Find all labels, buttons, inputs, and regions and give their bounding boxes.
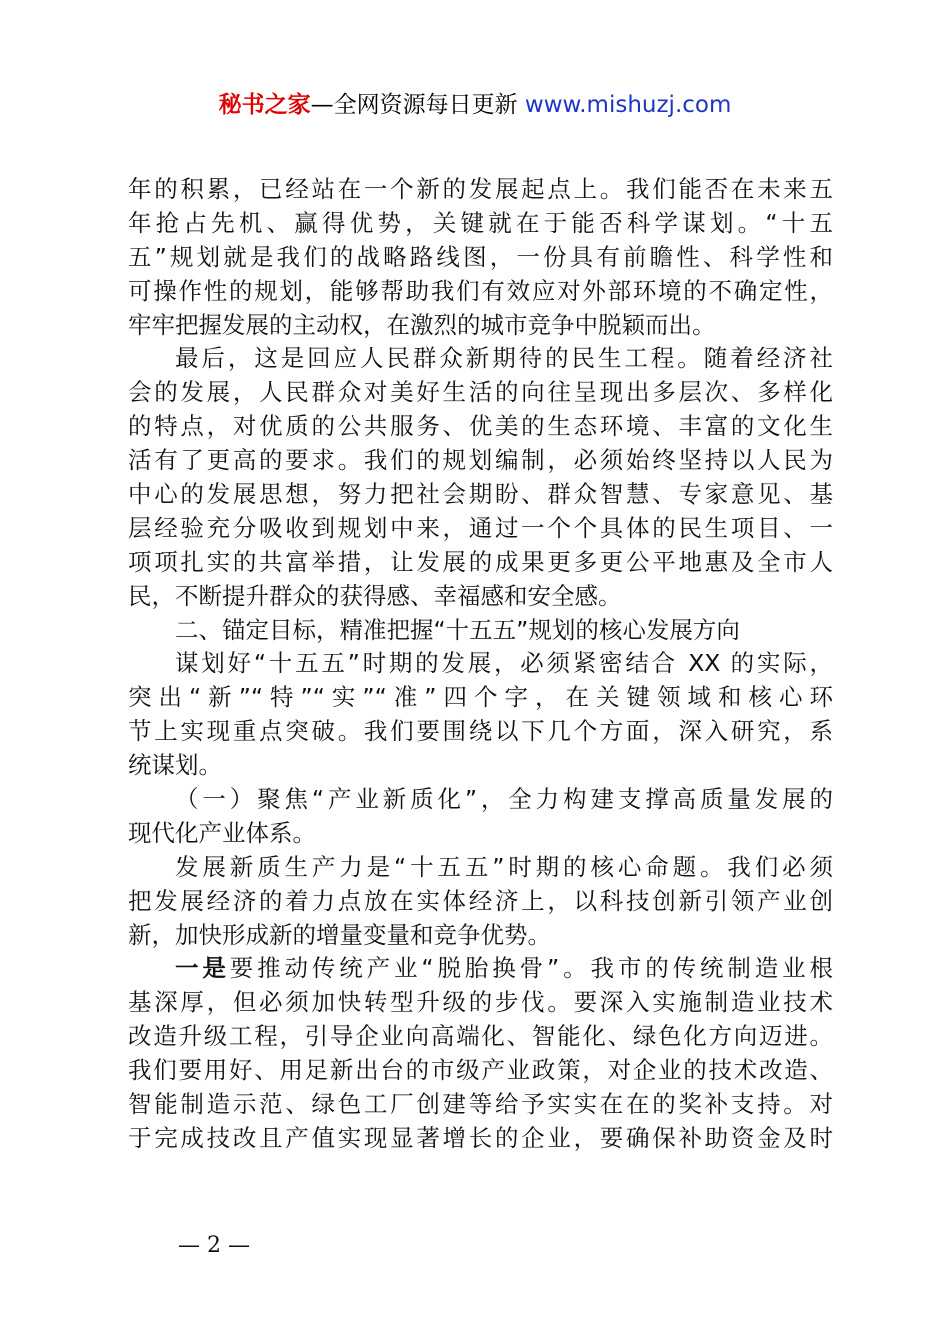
text-line: 把发展经济的着力点放在实体经济上，以科技创新引领产业创 bbox=[128, 886, 833, 915]
text-line: 活有了更高的要求。我们的规划编制，必须始终坚持以人民为 bbox=[128, 446, 833, 475]
text-line: 突出“新”“特”“实”“准”四个字，在关键领域和核心环 bbox=[128, 683, 833, 712]
text-line: 层经验充分吸收到规划中来，通过一个个具体的民生项目、一 bbox=[128, 513, 833, 542]
text-line: 年抢占先机、赢得优势，关键就在于能否科学谋划。“十五 bbox=[128, 208, 833, 237]
site-brand: 秘书之家 bbox=[218, 92, 311, 118]
text-line: 发展新质生产力是“十五五”时期的核心命题。我们必须 bbox=[175, 852, 833, 881]
text-line: 于完成技改且产值实现显著增长的企业，要确保补助资金及时 bbox=[128, 1123, 833, 1152]
text-line: 我们要用好、用足新出台的市级产业政策，对企业的技术改造、 bbox=[128, 1056, 833, 1085]
text-line: 可操作性的规划，能够帮助我们有效应对外部环境的不确定性， bbox=[128, 276, 833, 305]
text-line: 节上实现重点突破。我们要围绕以下几个方面，深入研究，系 bbox=[128, 717, 833, 746]
site-tagline: —全网资源每日更新 bbox=[310, 92, 525, 118]
document-body bbox=[128, 173, 833, 1156]
text-line-with-lead bbox=[128, 952, 833, 986]
text-line: 谋划好“十五五”时期的发展，必须紧密结合 XX 的实际， bbox=[175, 649, 833, 678]
bold-lead: 一是 bbox=[175, 954, 230, 983]
text-line: 要推动传统产业“脱胎换骨”。我市的传统制造业根 bbox=[229, 954, 833, 983]
text-line: 五”规划就是我们的战略路线图，一份具有前瞻性、科学性和 bbox=[128, 242, 833, 271]
text-line: 改造升级工程，引导企业向高端化、智能化、绿色化方向迈进。 bbox=[128, 1022, 833, 1051]
site-url-link[interactable]: www.mishuzj.com bbox=[524, 92, 732, 118]
text-line: 民，不断提升群众的获得感、幸福感和安全感。 bbox=[128, 581, 622, 610]
text-line: 的特点，对优质的公共服务、优美的生态环境、丰富的文化生 bbox=[128, 412, 833, 441]
text-line: 基深厚，但必须加快转型升级的步伐。要深入实施制造业技术 bbox=[128, 988, 833, 1017]
site-header bbox=[0, 88, 950, 122]
page-number: — 2 — bbox=[178, 1233, 250, 1258]
text-line: 统谋划。 bbox=[128, 751, 222, 780]
section-heading: 二、锚定目标，精准把握“十五五”规划的核心发展方向 bbox=[175, 615, 740, 644]
text-line: 智能制造示范、绿色工厂创建等给予实实在在的奖补支持。对 bbox=[128, 1090, 833, 1119]
text-line: 项项扎实的共富举措，让发展的成果更多更公平地惠及全市人 bbox=[128, 547, 833, 576]
text-line: 新，加快形成新的增量变量和竞争优势。 bbox=[128, 920, 551, 949]
text-line: 年的积累，已经站在一个新的发展起点上。我们能否在未来五 bbox=[128, 175, 833, 203]
text-line: 会的发展，人民群众对美好生活的向往呈现出多层次、多样化 bbox=[128, 378, 833, 407]
text-line: 牢牢把握发展的主动权，在激烈的城市竞争中脱颖而出。 bbox=[128, 310, 716, 339]
text-line: 最后，这是回应人民群众新期待的民生工程。随着经济社 bbox=[175, 344, 833, 373]
text-line: 中心的发展思想，努力把社会期盼、群众智慧、专家意见、基 bbox=[128, 480, 833, 509]
subsection-heading: （一）聚焦“产业新质化”，全力构建支撑高质量发展的 bbox=[175, 785, 833, 814]
subsection-heading-cont: 现代化产业体系。 bbox=[128, 818, 316, 847]
